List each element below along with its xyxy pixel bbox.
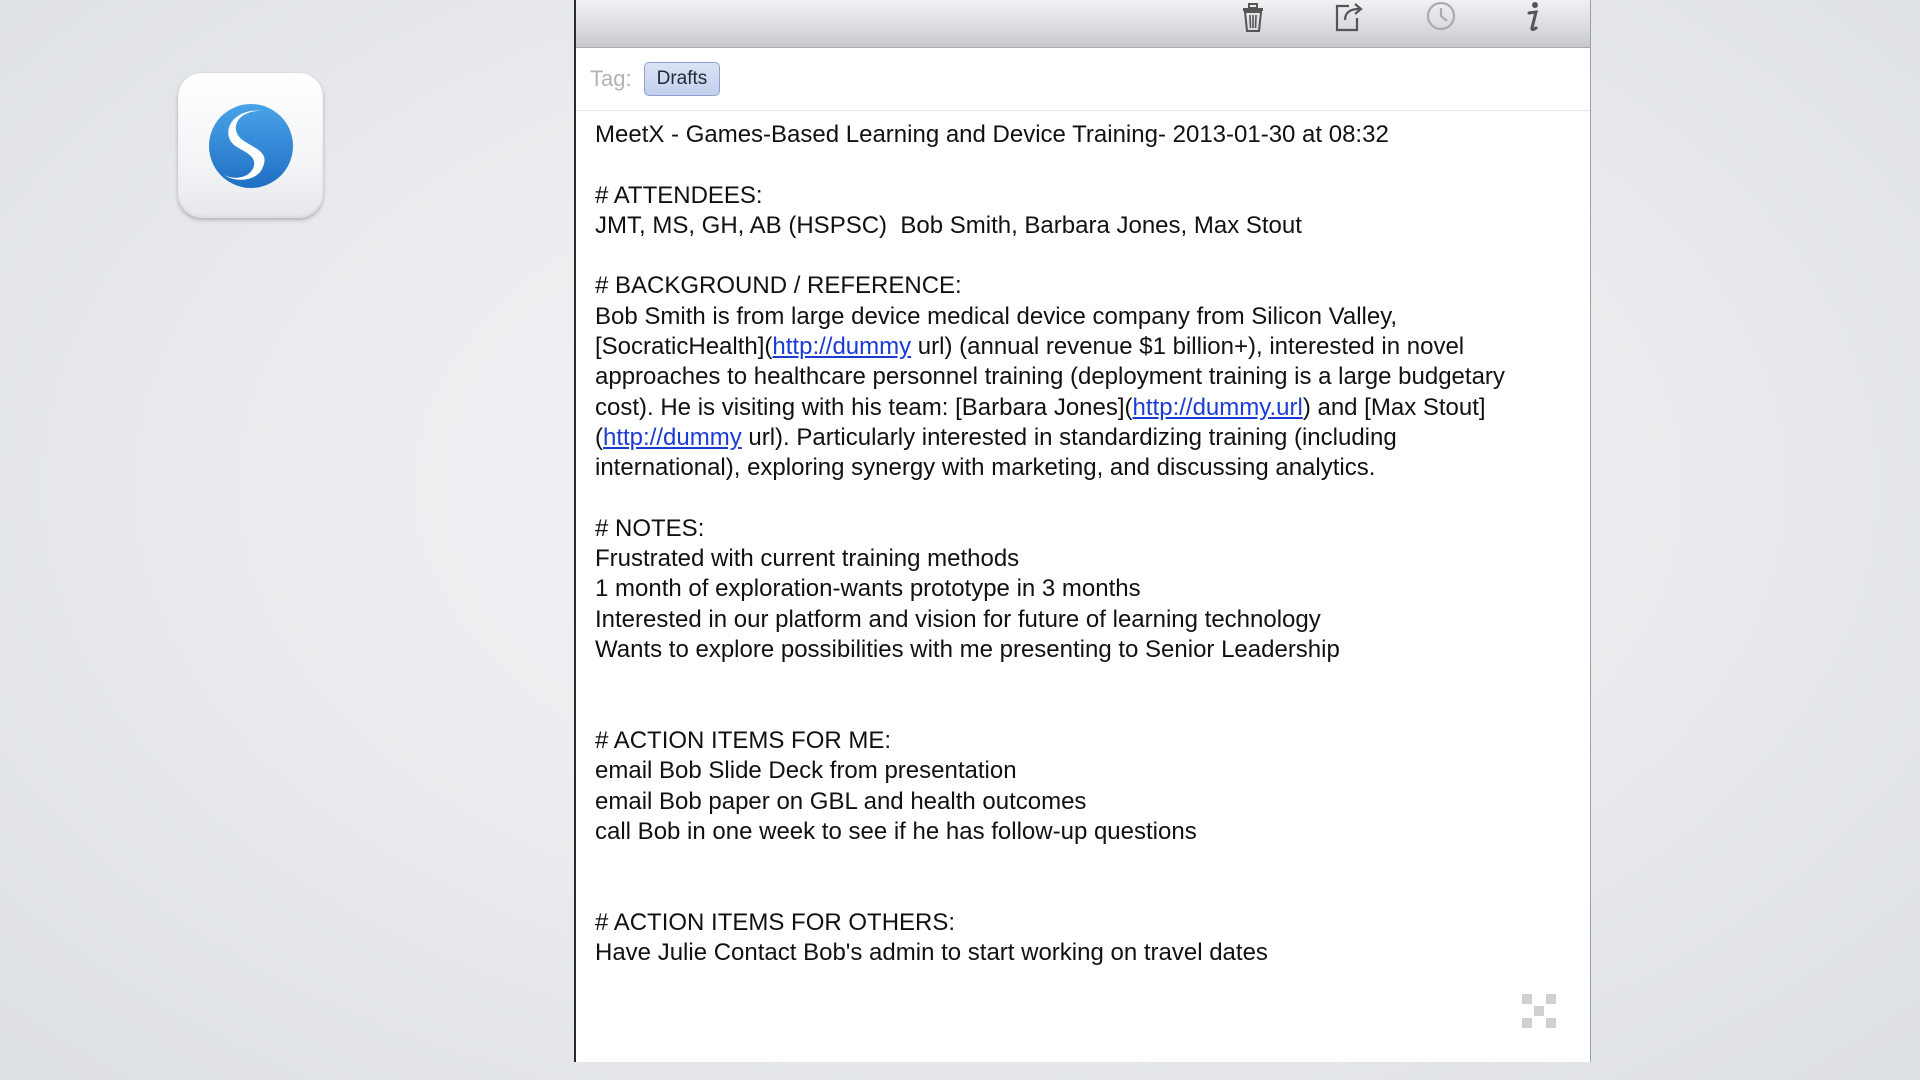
background-line: (http://dummy url). Particularly interested in standardizing training (including: [595, 423, 1397, 451]
max-stout-link[interactable]: http://dummy: [603, 423, 742, 451]
info-icon[interactable]: [1513, 0, 1553, 34]
background-line: international), exploring synergy with marketing, and discussing analytics.: [595, 454, 1376, 482]
notes-item: Interested in our platform and vision for future of learning technology: [595, 605, 1321, 633]
fullscreen-toggle-icon[interactable]: [1522, 994, 1556, 1028]
clock-icon[interactable]: [1421, 0, 1461, 34]
background-line: cost). He is visiting with his team: [Barbara Jones](http://dummy.url) and [Max Stout]: [595, 393, 1486, 421]
tag-bar: [576, 48, 1590, 111]
attendees-list: JMT, MS, GH, AB (HSPSC) Bob Smith, Barbara Jones, Max Stout: [595, 211, 1302, 239]
tag-label: Tag:: [590, 66, 632, 91]
background-line: Bob Smith is from large device medical device company from Silicon Valley,: [595, 302, 1398, 330]
socratichealth-link[interactable]: http://dummy: [772, 333, 912, 361]
notes-item: Frustrated with current training methods: [595, 545, 1020, 573]
trash-icon[interactable]: [1233, 0, 1273, 34]
barbara-jones-link[interactable]: http://dummy.url: [1132, 393, 1303, 421]
action-item: Have Julie Contact Bob's admin to start working on travel dates: [595, 939, 1268, 967]
background-heading: # BACKGROUND / REFERENCE:: [595, 272, 962, 300]
simplenote-app-icon: [178, 73, 323, 218]
note-editor-window: [574, 0, 1590, 1062]
background-line: [SocraticHealth](http://dummy url) (annual revenue $1 billion+), interested in novel: [595, 333, 1465, 361]
note-text-area[interactable]: [576, 111, 1590, 968]
share-icon[interactable]: [1329, 0, 1369, 34]
notes-item: Wants to explore possibilities with me presenting to Senior Leadership: [595, 636, 1340, 664]
action-items-me-heading: # ACTION ITEMS FOR ME:: [595, 726, 892, 754]
action-items-others-heading: # ACTION ITEMS FOR OTHERS:: [595, 908, 956, 936]
tag-chip-drafts[interactable]: Drafts: [644, 62, 721, 96]
note-toolbar: [576, 0, 1590, 48]
action-item: email Bob paper on GBL and health outcomes: [595, 787, 1087, 815]
action-item: call Bob in one week to see if he has follow-up questions: [595, 817, 1197, 845]
note-title: MeetX - Games-Based Learning and Device Training- 2013-01-30 at 08:32: [595, 121, 1389, 148]
notes-heading: # NOTES:: [595, 514, 705, 542]
background-line: approaches to healthcare personnel training (deployment training is a large budgetary: [595, 363, 1505, 391]
action-item: email Bob Slide Deck from presentation: [595, 757, 1017, 785]
simplenote-logo-icon: [206, 101, 296, 191]
attendees-heading: # ATTENDEES:: [595, 181, 763, 209]
notes-item: 1 month of exploration-wants prototype in 3 months: [595, 575, 1141, 603]
